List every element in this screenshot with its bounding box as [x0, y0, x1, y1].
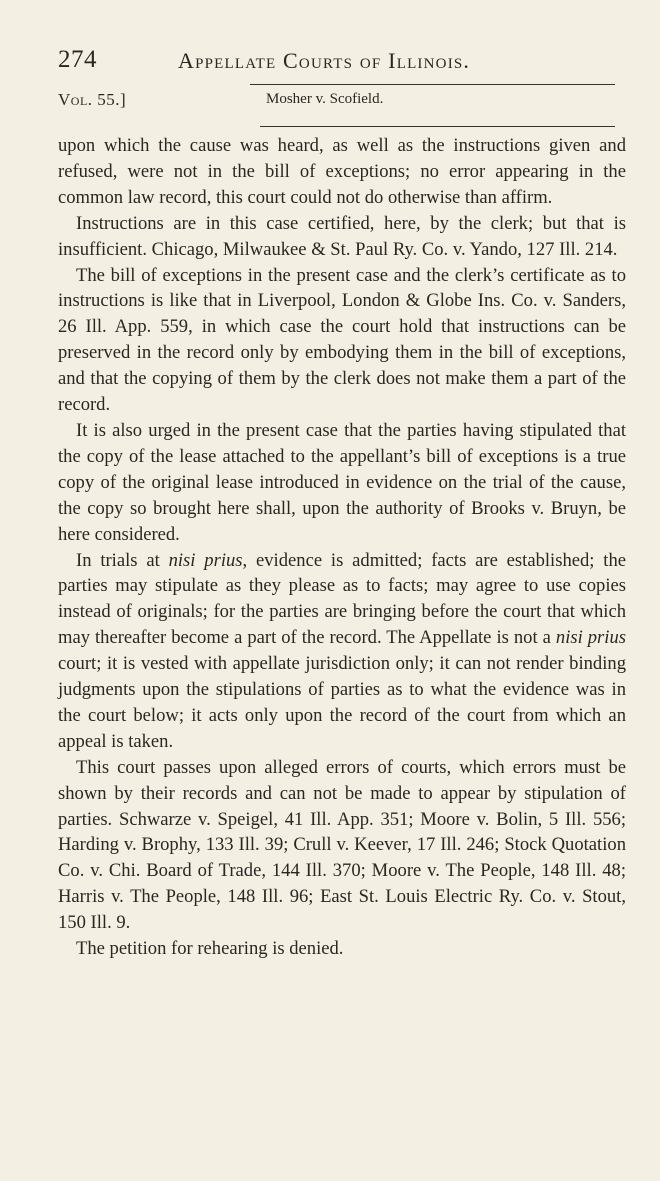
case-name: Mosher v. Scofield. — [266, 91, 384, 107]
body-text — [58, 133, 626, 962]
running-title: Appellate Courts of Illinois. — [178, 48, 471, 73]
nisi-italic-1: nisi prius — [168, 549, 243, 571]
paragraph-nisi-prius — [58, 548, 626, 755]
header-rule-top — [250, 84, 615, 85]
paragraph-bill-of-exceptions: The bill of exceptions in the present case and the clerk’s certificate as to instructions is like that in Liverpool, London & Globe Ins. Co. v. Sanders, 26 Ill. App. 559, in which case the court hold that instructions can be preserved in the record only by embodying them in the bill of exceptions, and that the copying of them by the clerk does not make them a part of the record. — [58, 264, 626, 416]
nisi-italic-2: nisi prius — [555, 627, 626, 649]
page-number: 274 — [58, 46, 97, 73]
paragraph-continuation: upon which the cause was heard, as well as the instructions given and refused, were not in the bill of exceptions; no error appearing in the common law record, this court could not do otherwise than affirm. — [58, 135, 626, 208]
paragraph-instructions-certified: Instructions are in this case certified, here, by the clerk; but that is insufficient. Chicago, Milwaukee & St. Paul Ry. Co. v. Yando, 127 Ill. 214. — [58, 212, 626, 260]
paragraph-petition-denied: The petition for rehearing is denied. — [76, 938, 344, 960]
nisi-text-1: In trials at — [76, 549, 169, 571]
header-rule-bottom — [260, 126, 615, 127]
running-head — [58, 40, 620, 76]
paragraph-stipulation: It is also urged in the present case that the parties having stipulated that the copy of the lease attached to the appellant’s bill of exceptions is a true copy of the original lease introduced in evidence on the trial of the cause, the copy so brought here shall, upon the authority of Brooks v. Bruyn, be here considered. — [58, 419, 626, 545]
paragraph-errors-of-courts: This court passes upon alleged errors of courts, which errors must be shown by their records and can not be made to appear by stipulation of parties. Schwarze v. Speigel, 41 Ill. App. 351; Moore v. Bolin, 5 Ill. 556; Harding v. Brophy, 133 Ill. 39; Crull v. Keever, 17 Ill. 246; Stock Quotation Co. v. Chi. Board of Trade, 144 Ill. 370; Moore v. The People, 148 Ill. 48; Harris v. The People, 148 Ill. 96; East St. Louis Electric Ry. Co. v. Stout, 150 Ill. 9. — [58, 756, 626, 934]
case-line — [58, 90, 620, 114]
nisi-text-2: , evidence is admitted; facts are established; the parties may stipulate as they please as to facts; may agree to use copies instead of originals; for the parties are bringing before the court that which may thereafter become a part of the record. The Appellate is not a — [58, 549, 627, 649]
nisi-text-3: court; it is vested with appellate jurisdiction only; it can not render binding judgments upon the stipulations of parties as to what the evidence was in the court below; it acts only upon the record of the court from which an appeal is taken. — [58, 653, 626, 752]
volume-label: Vol. 55.] — [58, 90, 127, 109]
